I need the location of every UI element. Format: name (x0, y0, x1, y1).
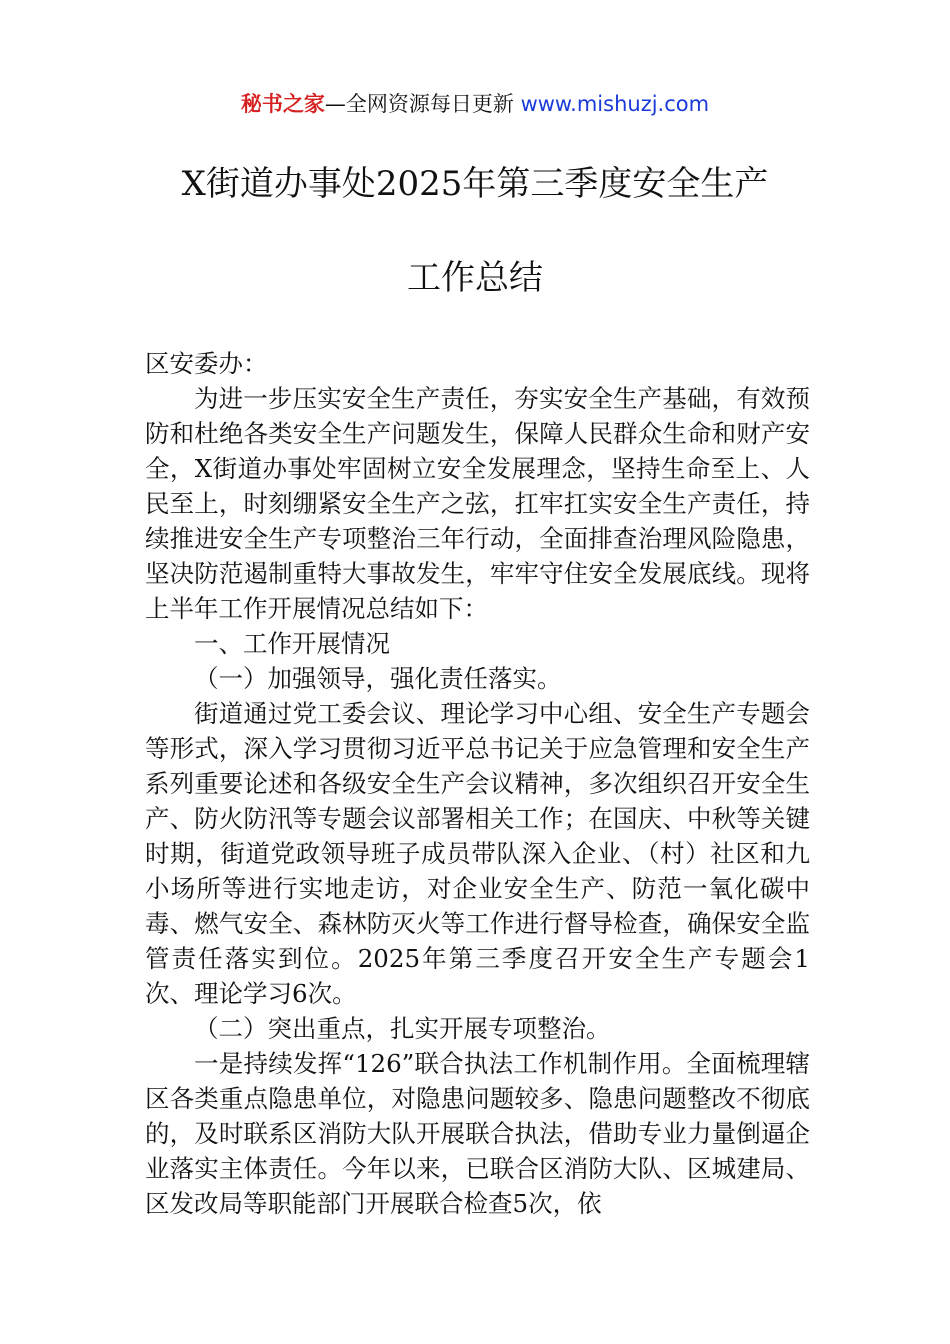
intro-paragraph: 为进一步压实安全生产责任，夯实安全生产基础，有效预防和杜绝各类安全生产问题发生，保障人民群众生命和财产安全，X街道办事处牢固树立安全发展理念，坚持生命至上、人民至上，时刻绷紧安全生产之弦，扛牢扛实安全生产责任，持续推进安全生产专项整治三年行动，全面排查治理风险隐患，坚决防范遏制重特大事故发生，牢牢守住安全发展底线。现将上半年工作开展情况总结如下： (145, 384, 810, 623)
document-body (145, 346, 810, 1221)
section-heading: 一、工作开展情况 (194, 629, 390, 658)
header-tagline: —全网资源每日更新 (324, 92, 521, 116)
salutation: 区安委办： (145, 349, 268, 378)
subsection-heading: （一）加强领导，强化责任落实。 (194, 664, 562, 693)
subsection-heading: （二）突出重点，扎实开展专项整治。 (194, 1014, 611, 1043)
body-paragraph: 一是持续发挥“126”联合执法工作机制作用。全面梳理辖区各类重点隐患单位，对隐患问题较多、隐患问题整改不彻底的，及时联系区消防大队开展联合执法，借助专业力量倒逼企业落实主体责任。今年以来，已联合区消防大队、区城建局、区发改局等职能部门开展联合检查5次，依 (145, 1049, 810, 1218)
brand-name: 秘书之家 (240, 92, 325, 116)
site-header (0, 86, 950, 122)
document-title-line-1: X街道办事处2025年第三季度安全生产 (181, 164, 769, 204)
document-title-line-2: 工作总结 (407, 258, 543, 298)
site-link[interactable]: www.mishuzj.com (520, 92, 710, 116)
body-paragraph: 街道通过党工委会议、理论学习中心组、安全生产专题会等形式，深入学习贯彻习近平总书记关于应急管理和安全生产系列重要论述和各级安全生产会议精神，多次组织召开安全生产、防火防汛等专题会议部署相关工作；在国庆、中秋等关键时期，街道党政领导班子成员带队深入企业、（村）社区和九小场所等进行实地走访，对企业安全生产、防范一氧化碳中毒、燃气安全、森林防灭火等工作进行督导检查，确保安全监管责任落实到位。2025年第三季度召开安全生产专题会1次、理论学习6次。 (145, 699, 810, 1008)
